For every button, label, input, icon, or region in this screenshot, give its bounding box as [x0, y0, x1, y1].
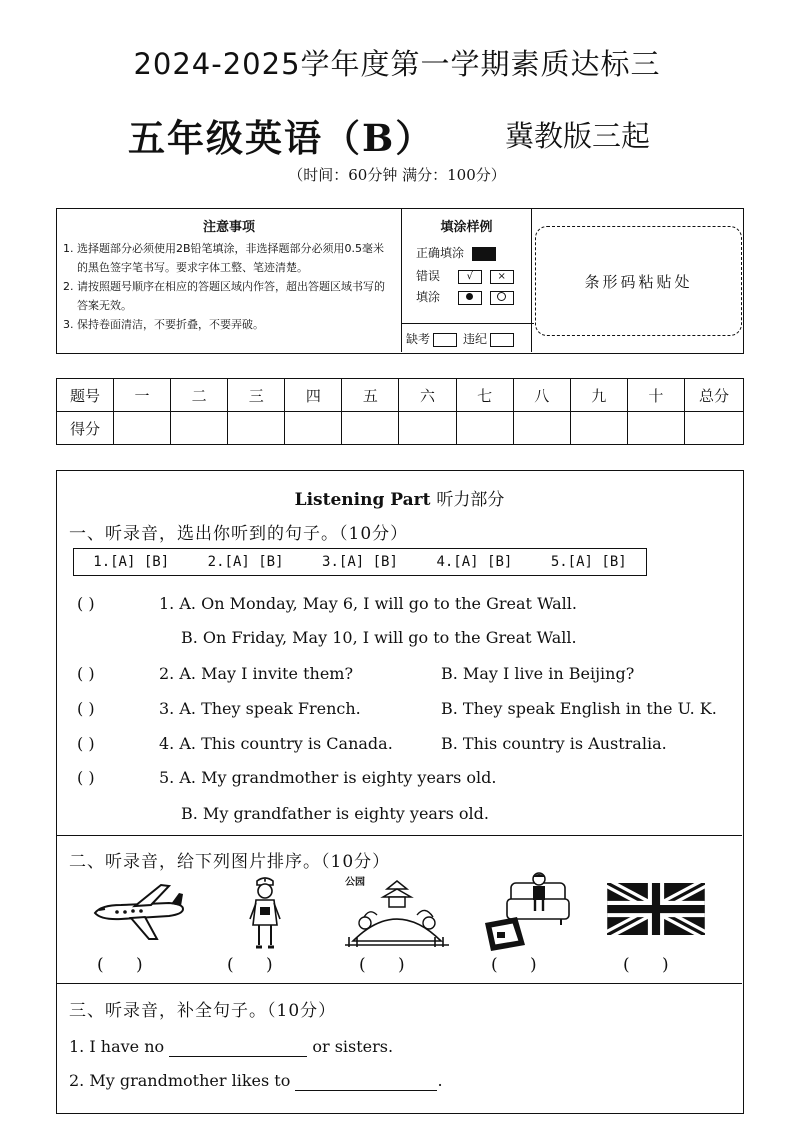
notes-item: 1. 选择题部分必须使用2B铅笔填涂，非选择题部分必须用0.5毫米的黑色签字笔书写。要求字体工整、笔迹清楚。 [63, 242, 385, 274]
notes-heading: 注意事项 [202, 220, 255, 235]
score-cell[interactable] [399, 412, 456, 445]
section2-title [69, 847, 390, 872]
fill-sample-panel [402, 209, 532, 352]
column-header: 四 [285, 379, 342, 412]
fill-question-1-before: 1. I have no [69, 1037, 165, 1056]
question-4-a: 4. A. This country is Canada. [159, 734, 393, 753]
section3-points: （10分） [267, 1001, 337, 1021]
question-4-b: B. This country is Australia. [441, 734, 667, 753]
park-picture [343, 875, 451, 951]
answer-paren[interactable]: ( ) [77, 699, 95, 718]
column-header: 三 [228, 379, 285, 412]
score-cell[interactable] [627, 412, 684, 445]
question-2-b: B. May I live in Beijing? [441, 664, 635, 683]
question-3 [77, 699, 361, 718]
score-cell[interactable] [228, 412, 285, 445]
question-1-a: 1. A. On Monday, May 6, I will go to the Great Wall. [159, 594, 577, 613]
sample-correct-row [416, 244, 496, 261]
answer-paren[interactable]: ( ) [77, 734, 95, 753]
section1-title [69, 519, 408, 544]
sample-wrong-label: 错误 [416, 269, 441, 283]
row-label-score: 得分 [57, 412, 114, 445]
column-header: 十 [627, 379, 684, 412]
nurse-picture [245, 873, 285, 953]
score-cell[interactable] [513, 412, 570, 445]
section1-points: （10分） [339, 524, 409, 544]
column-header: 二 [171, 379, 228, 412]
fill-question-2 [69, 1071, 443, 1091]
row-label-number: 题号 [57, 379, 114, 412]
column-header: 七 [456, 379, 513, 412]
question-2-a: 2. A. May I invite them? [159, 664, 354, 683]
violation-label: 违纪 [463, 332, 488, 346]
section-divider [57, 835, 742, 836]
answer-paren[interactable]: ( ) [77, 594, 95, 613]
fill-question-2-after: . [437, 1071, 443, 1090]
listening-heading-en: Listening Part [294, 490, 431, 510]
table-row [57, 412, 744, 445]
dot-mark-icon [458, 291, 482, 305]
answer-option-2[interactable]: 2.[A] [B] [207, 554, 284, 570]
barcode-label: 条形码粘贴处 [584, 272, 693, 291]
listening-section [56, 470, 744, 1114]
exam-edition: 冀教版三起 [505, 119, 651, 153]
column-header-total: 总分 [685, 379, 744, 412]
check-mark-icon: √ [458, 270, 482, 284]
sample-wrong-row-2 [416, 288, 514, 305]
absent-checkbox[interactable] [433, 333, 457, 347]
sample-wrong-row-1 [416, 267, 514, 284]
exam-title: 2024-2025学年度第一学期素质达标三 [133, 47, 661, 81]
exam-subtitle: 五年级英语（B） [128, 116, 435, 160]
column-header: 一 [114, 379, 171, 412]
fill-blank-2[interactable] [295, 1071, 437, 1091]
question-5-a: 5. A. My grandmother is eighty years old. [159, 768, 497, 787]
listening-heading [57, 485, 742, 510]
question-1 [77, 594, 577, 613]
question-5 [77, 768, 496, 787]
score-table [56, 378, 744, 445]
section-divider [57, 983, 742, 984]
picture-answer-2[interactable]: ( ) [227, 955, 273, 975]
sample-correct-label: 正确填涂 [416, 246, 465, 260]
answer-paren[interactable]: ( ) [77, 768, 95, 787]
violation-checkbox[interactable] [490, 333, 514, 347]
question-1-b: B. On Friday, May 10, I will go to the Great Wall. [181, 628, 577, 647]
score-cell-total[interactable] [685, 412, 744, 445]
notes-item: 2. 请按照题号顺序在相应的答题区域内作答，超出答题区域书写的答案无效。 [63, 280, 385, 312]
cross-mark-icon: × [490, 270, 514, 284]
score-cell[interactable] [285, 412, 342, 445]
answer-option-5[interactable]: 5.[A] [B] [550, 554, 627, 570]
sample-heading: 填涂样例 [440, 220, 493, 235]
score-cell[interactable] [342, 412, 399, 445]
column-header: 八 [513, 379, 570, 412]
ring-mark-icon [490, 291, 514, 305]
notes-panel [57, 209, 402, 352]
column-header: 五 [342, 379, 399, 412]
score-cell[interactable] [114, 412, 171, 445]
filled-mark-icon [472, 247, 496, 261]
fill-blank-1[interactable] [169, 1037, 307, 1057]
question-3-b: B. They speak English in the U. K. [441, 699, 717, 718]
section3-title-text: 三、听录音，补全句子。 [69, 1001, 267, 1021]
picture-answer-5[interactable]: ( ) [623, 955, 669, 975]
notes-list [57, 239, 401, 334]
absent-label: 缺考 [406, 332, 431, 346]
column-header: 九 [570, 379, 627, 412]
score-cell[interactable] [570, 412, 627, 445]
living-room-picture [481, 869, 573, 953]
question-3-a: 3. A. They speak French. [159, 699, 361, 718]
column-header: 六 [399, 379, 456, 412]
airplane-picture [91, 879, 187, 945]
answer-option-4[interactable]: 4.[A] [B] [436, 554, 513, 570]
uk-flag-picture [607, 883, 705, 935]
picture-answer-3[interactable]: ( ) [359, 955, 405, 975]
exam-time-info: （时间：60分钟 满分：100分） [288, 166, 506, 184]
sample-wrong-label-2: 填涂 [416, 290, 441, 304]
answer-option-3[interactable]: 3.[A] [B] [322, 554, 398, 570]
answer-option-1[interactable]: 1.[A] [B] [93, 554, 170, 570]
picture-answer-1[interactable]: ( ) [97, 955, 143, 975]
absence-row [402, 323, 534, 347]
table-row [57, 379, 744, 412]
section2-points: （10分） [321, 852, 391, 872]
section3-title [69, 996, 336, 1021]
park-label: 公园 [345, 877, 365, 888]
score-cell[interactable] [456, 412, 513, 445]
barcode-area [535, 226, 742, 336]
answer-option-box [73, 548, 647, 576]
section2-title-text: 二、听录音，给下列图片排序。 [69, 852, 321, 872]
score-cell[interactable] [171, 412, 228, 445]
fill-question-1 [69, 1037, 393, 1057]
section1-title-text: 一、听录音，选出你听到的句子。 [69, 524, 339, 544]
listening-heading-cn: 听力部分 [436, 490, 505, 510]
answer-paren[interactable]: ( ) [77, 664, 95, 683]
question-2 [77, 664, 353, 683]
question-5-b: B. My grandfather is eighty years old. [181, 804, 489, 823]
picture-answer-4[interactable]: ( ) [491, 955, 537, 975]
notes-item: 3. 保持卷面清洁，不要折叠，不要弄破。 [63, 318, 264, 331]
question-4 [77, 734, 393, 753]
instruction-box [56, 208, 744, 354]
fill-question-2-before: 2. My grandmother likes to [69, 1071, 291, 1090]
fill-question-1-after: or sisters. [312, 1037, 394, 1056]
